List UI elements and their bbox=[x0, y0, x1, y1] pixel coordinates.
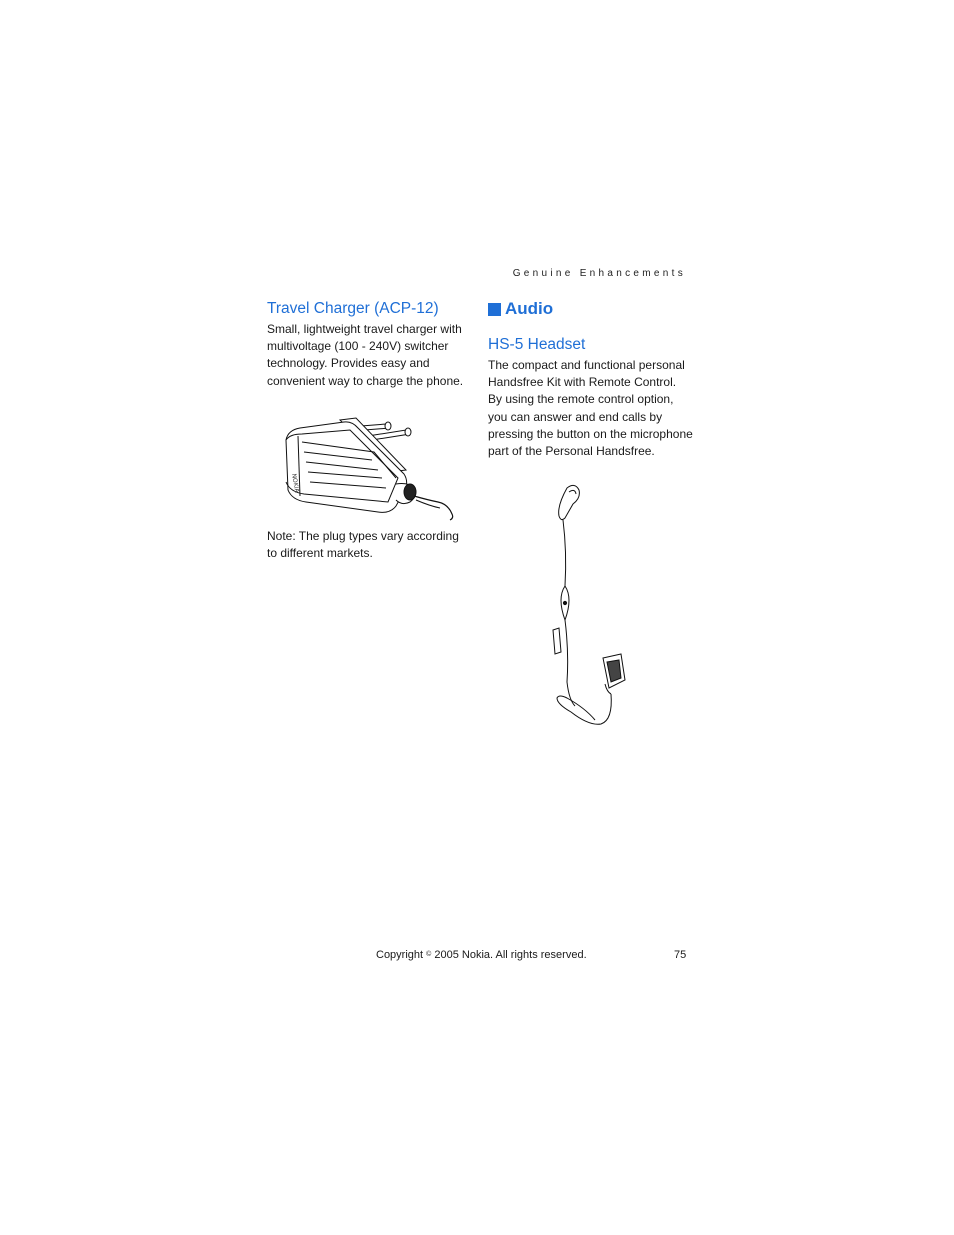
copyright-symbol: © bbox=[426, 951, 432, 958]
hs5-headset-description: The compact and functional personal Handsfree Kit with Remote Control. By using the remote control option, you can answer and end calls by pressing the button on the microphone part of the Personal Handsfree. bbox=[488, 358, 693, 459]
section-square-icon bbox=[488, 303, 501, 316]
note-text: Note: The plug types vary according to different markets. bbox=[267, 529, 459, 561]
copyright-rest: 2005 Nokia. All rights reserved. bbox=[434, 949, 587, 961]
audio-heading-label: Audio bbox=[505, 299, 554, 318]
footer-copyright bbox=[376, 949, 587, 961]
charger-logo-text: NOKIA bbox=[290, 473, 301, 494]
running-head: Genuine Enhancements bbox=[512, 268, 686, 279]
travel-charger-heading: Travel Charger (ACP-12) bbox=[267, 300, 439, 317]
audio-section bbox=[488, 298, 693, 460]
headset-illustration bbox=[545, 482, 640, 728]
travel-charger-description: Small, lightweight travel charger with multivoltage (100 - 240V) switcher technology. Provides easy and convenient way to charge the phone. bbox=[267, 322, 464, 388]
audio-heading bbox=[488, 298, 693, 320]
hs5-headset-heading: HS-5 Headset bbox=[488, 336, 586, 353]
charger-note bbox=[267, 527, 467, 562]
travel-charger-illustration bbox=[278, 412, 458, 524]
travel-charger-section bbox=[267, 298, 467, 390]
copyright-prefix: Copyright bbox=[376, 949, 424, 961]
page-number: 75 bbox=[674, 949, 687, 961]
